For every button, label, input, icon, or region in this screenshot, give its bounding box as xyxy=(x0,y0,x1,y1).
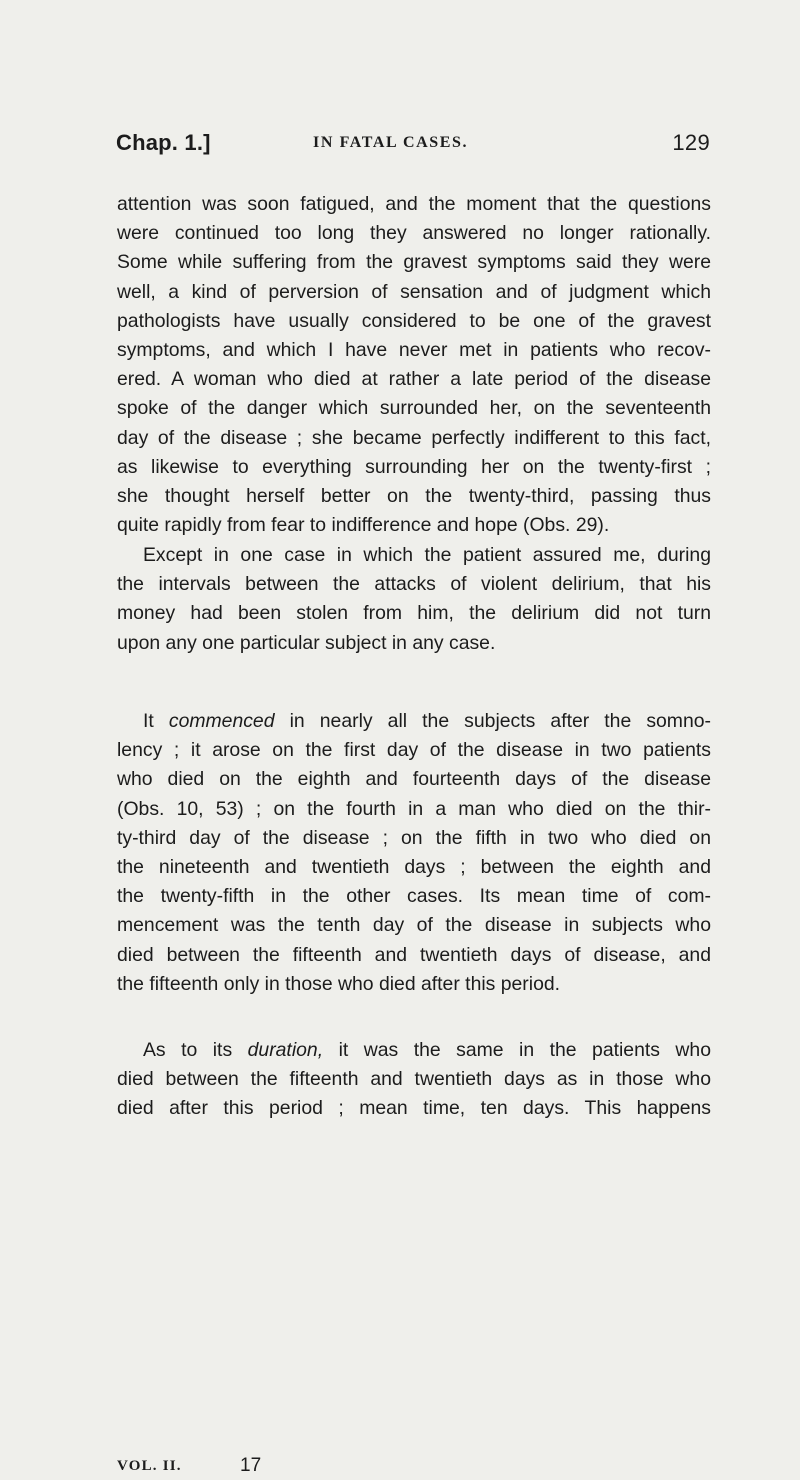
emphasis-text: commenced xyxy=(168,710,275,732)
chapter-label: Chap. 1.] xyxy=(116,130,211,155)
text-line: ty-third day of the disease ; on the fifth in two who died on xyxy=(117,826,711,849)
text-line xyxy=(117,707,711,736)
text-line: pathologists have usually considered to be one of the gravest xyxy=(117,309,711,332)
text-line: the nineteenth and twentieth days ; between the eighth and xyxy=(117,855,711,878)
text-line: day of the disease ; she became perfectly indifferent to this fact, xyxy=(117,426,711,449)
text-line: attention was soon fatigued, and the moment that the questions xyxy=(117,193,711,215)
page-number: 129 xyxy=(672,130,710,155)
text-run: As to its xyxy=(143,1039,248,1061)
paragraph-4 xyxy=(117,1036,711,1124)
text-line: mencement was the tenth day of the disease in subjects who xyxy=(117,914,711,937)
text-line: well, a kind of perversion of sensation and of judgment which xyxy=(117,280,711,303)
text-line: money had been stolen from him, the delirium did not turn xyxy=(117,602,711,625)
text-line: the fifteenth only in those who died after this period. xyxy=(117,972,561,995)
text-line: upon any one particular subject in any case. xyxy=(117,631,496,654)
paragraph-1 xyxy=(117,190,711,540)
text-line: died after this period ; mean time, ten days. This happens xyxy=(117,1097,711,1120)
text-line: the intervals between the attacks of violent delirium, that his xyxy=(117,573,711,596)
text-line: were continued too long they answered no longer rationally. xyxy=(117,222,711,245)
text-run: in nearly all the subjects after the somno- xyxy=(274,710,711,732)
running-title: IN FATAL CASES. xyxy=(313,134,469,151)
paragraph-2 xyxy=(117,541,711,658)
text-line: died between the fifteenth and twentieth days as in those who xyxy=(117,1068,711,1091)
text-run: It xyxy=(143,710,169,732)
text-line: she thought herself better on the twenty-third, passing thus xyxy=(117,484,711,507)
emphasis-text: duration, xyxy=(247,1039,324,1061)
page-footer xyxy=(117,1455,417,1480)
signature-mark: 17 xyxy=(240,1455,262,1476)
text-line: Some while suffering from the gravest symptoms said they were xyxy=(117,251,711,274)
text-line: Except in one case in which the patient assured me, during xyxy=(143,544,711,566)
text-line: as likewise to everything surrounding her on the twenty-first ; xyxy=(117,455,711,478)
running-head xyxy=(116,130,710,166)
text-line: (Obs. 10, 53) ; on the fourth in a man who died on the thir- xyxy=(117,797,711,820)
text-line: who died on the eighth and fourteenth days of the disease xyxy=(117,768,711,791)
text-line: quite rapidly from fear to indifference and hope (Obs. 29). xyxy=(117,514,610,537)
text-line xyxy=(117,1036,711,1065)
text-line: the twenty-fifth in the other cases. Its mean time of com- xyxy=(117,885,711,908)
paragraph-3 xyxy=(117,707,711,999)
text-line: lency ; it arose on the first day of the disease in two patients xyxy=(117,739,711,762)
volume-label: VOL. II. xyxy=(117,1458,182,1474)
text-run: it was the same in the patients who xyxy=(323,1039,711,1061)
text-line: spoke of the danger which surrounded her, on the seventeenth xyxy=(117,397,711,420)
text-line: symptoms, and which I have never met in patients who recov- xyxy=(117,338,711,361)
text-line: ered. A woman who died at rather a late period of the disease xyxy=(117,368,711,391)
text-line: died between the fifteenth and twentieth days of disease, and xyxy=(117,943,711,966)
